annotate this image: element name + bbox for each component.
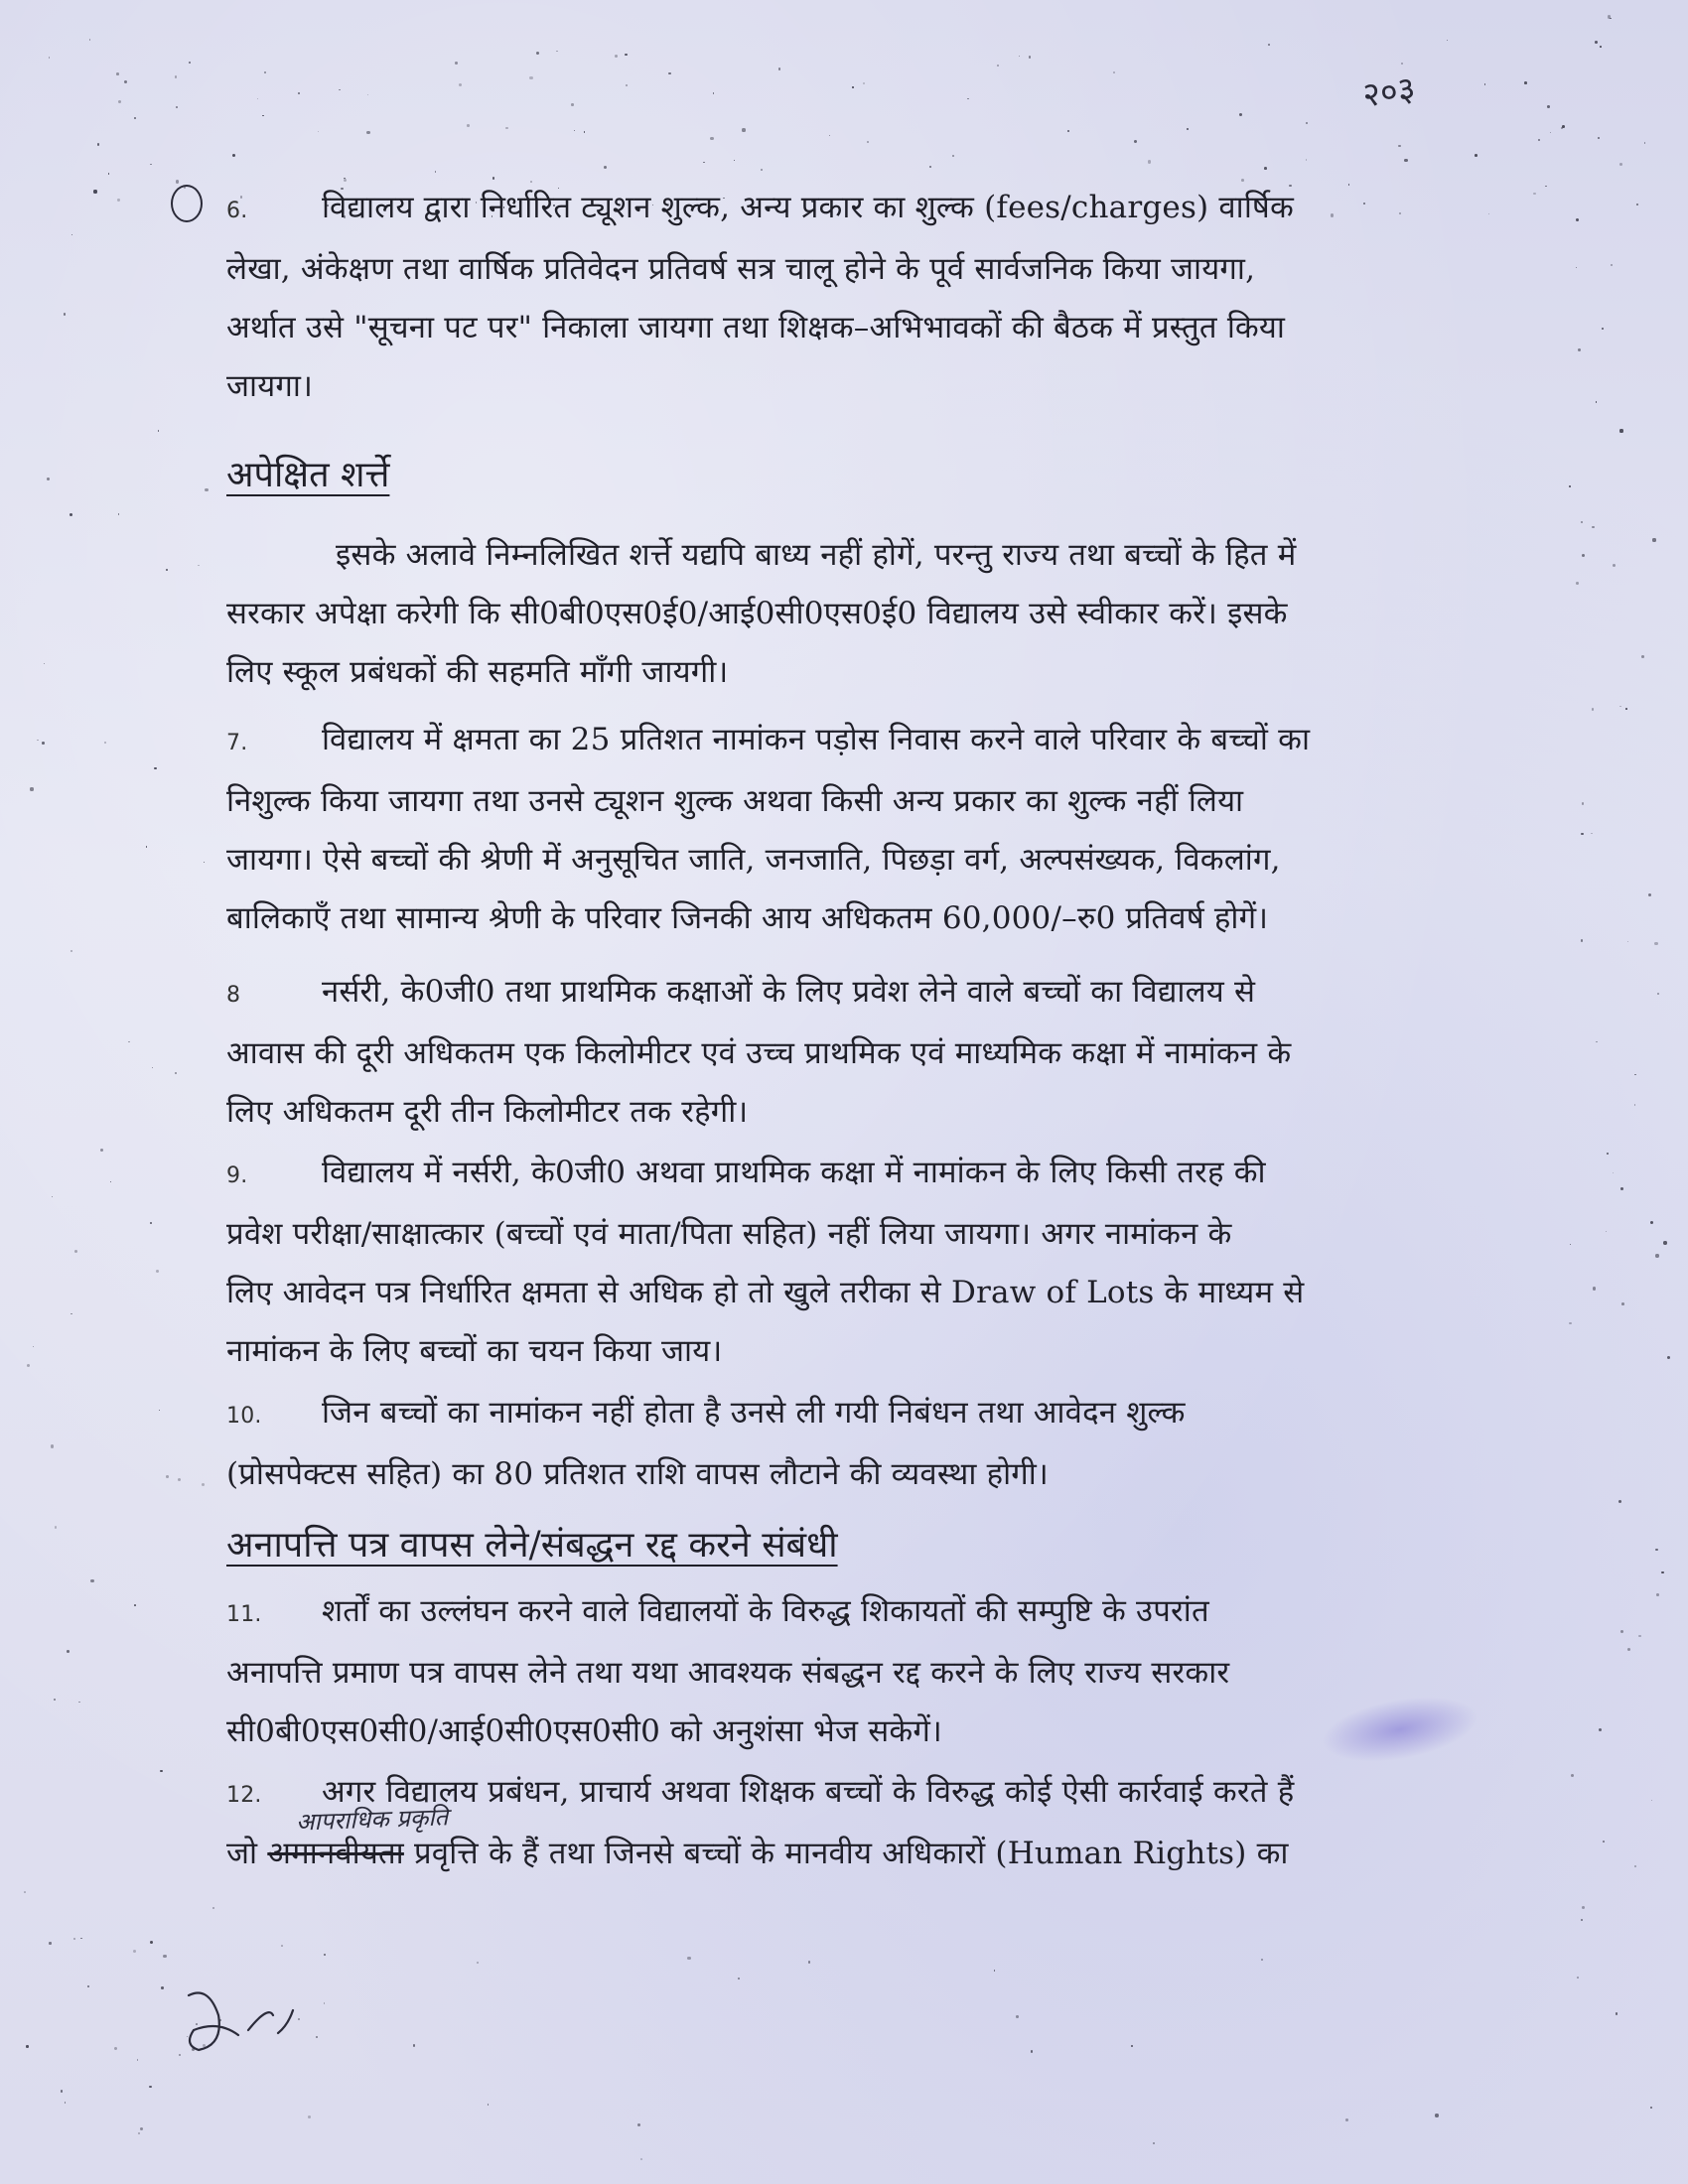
- speckle: [1619, 706, 1621, 708]
- speckle: [1595, 41, 1598, 44]
- speckle: [1619, 429, 1622, 432]
- speckle: [455, 62, 458, 65]
- speckle: [134, 117, 136, 119]
- speckle: [178, 1478, 181, 1481]
- speckle: [71, 234, 72, 235]
- speckle: [204, 862, 205, 863]
- speckle: [1655, 1254, 1658, 1257]
- speckle: [1187, 128, 1190, 131]
- speckle: [1484, 83, 1485, 84]
- speckle: [1651, 1800, 1652, 1801]
- speckle: [742, 128, 745, 131]
- page-number: २०३: [1359, 68, 1418, 116]
- speckle: [37, 740, 39, 742]
- speckle: [1596, 401, 1597, 402]
- speckle: [70, 513, 72, 516]
- intro-paragraph: [226, 526, 1567, 702]
- paragraph-number: 6.: [226, 199, 248, 223]
- speckle: [30, 787, 33, 790]
- paragraph-number: 11.: [226, 1602, 262, 1627]
- speckle: [146, 846, 148, 848]
- speckle: [467, 124, 470, 127]
- speckle: [1598, 137, 1600, 139]
- speckle: [459, 83, 462, 86]
- speckle: [1603, 1841, 1605, 1843]
- speckle: [808, 1961, 811, 1964]
- speckle: [761, 169, 763, 171]
- speckle: [413, 2044, 415, 2046]
- speckle: [1656, 1593, 1659, 1596]
- speckle: [108, 173, 109, 174]
- speckle: [1582, 802, 1584, 804]
- speckle: [574, 130, 575, 131]
- paragraph-line: नर्सरी, के0जी0 तथा प्राथमिक कक्षाओं के लिए प्रवेश लेने वाले बच्चों का विद्यालय से: [322, 974, 1256, 1010]
- speckle: [1581, 521, 1583, 523]
- speckle: [778, 68, 780, 69]
- speckle: [262, 115, 263, 116]
- speckle: [150, 164, 152, 166]
- speckle: [318, 131, 319, 132]
- speckle: [175, 1072, 177, 1074]
- speckle: [1650, 1221, 1653, 1224]
- speckle: [140, 2127, 143, 2130]
- speckle: [26, 2045, 28, 2047]
- speckle: [1608, 15, 1611, 18]
- speckle: [52, 1196, 54, 1198]
- speckle: [1654, 942, 1657, 945]
- signature-icon: [179, 1976, 338, 2065]
- speckle: [1644, 142, 1645, 143]
- speckle: [1398, 145, 1400, 147]
- speckle: [1569, 485, 1571, 487]
- speckle: [114, 2047, 117, 2050]
- paragraph-line: शर्तों का उल्लंघन करने वाले विद्यालयों के विरुद्ध शिकायतों की सम्पुष्टि के उपरांत: [322, 1593, 1209, 1629]
- paragraph-line: नामांकन के लिए बच्चों का चयन किया जाय।: [226, 1333, 723, 1369]
- speckle: [1475, 154, 1477, 157]
- speckle: [1550, 132, 1551, 133]
- handwritten-insertion: आपराधिक प्रकृति: [295, 1803, 449, 1837]
- paragraph-line: सरकार अपेक्षा करेगी कि सी0बी0एस0ई0/आई0सी0एस0ई0 विद्यालय उसे स्वीकार करें। इसके: [226, 596, 1288, 631]
- speckle: [505, 127, 507, 129]
- speckle: [80, 1938, 82, 1940]
- speckle: [1657, 993, 1659, 995]
- speckle: [1634, 1865, 1636, 1867]
- speckle: [74, 1250, 77, 1253]
- speckle: [668, 72, 670, 74]
- speckle: [78, 1702, 79, 1703]
- speckle: [117, 199, 119, 201]
- speckle: [1607, 1153, 1610, 1156]
- speckle: [1667, 1356, 1670, 1359]
- speckle: [176, 180, 179, 183]
- speckle: [104, 742, 106, 744]
- speckle: [1625, 708, 1627, 710]
- speckle: [159, 1410, 160, 1411]
- paragraph-line: प्रवृत्ति के हैं तथा जिनसे बच्चों के मानवीय अधिकारों (Human Rights) का: [413, 1836, 1289, 1871]
- speckle: [952, 155, 954, 157]
- speckle: [1618, 1500, 1621, 1503]
- speckle: [202, 1483, 205, 1486]
- speckle: [1619, 163, 1622, 166]
- speckle: [967, 98, 968, 99]
- speckle: [584, 131, 586, 133]
- paragraph-number: 7.: [226, 731, 248, 755]
- heading-expected-conditions: अपेक्षित शर्त्ते: [226, 455, 390, 495]
- speckle: [1019, 56, 1020, 57]
- speckle: [929, 166, 931, 168]
- speckle: [1268, 44, 1269, 45]
- speckle: [1571, 1774, 1574, 1777]
- paragraph-line: बालिकाएँ तथा सामान्य श्रेणी के परिवार जिनकी आय अधिकतम 60,000/–रु0 प्रतिवर्ष होगें।: [226, 900, 1269, 936]
- heading-noc-withdrawal: अनापत्ति पत्र वापस लेने/संबद्धन रद्द करने संबंधी: [226, 1525, 838, 1566]
- speckle: [1611, 264, 1613, 266]
- speckle: [137, 2059, 138, 2060]
- speckle: [49, 57, 51, 59]
- speckle: [1538, 139, 1540, 141]
- speckle: [1581, 1919, 1583, 1921]
- speckle: [488, 2104, 489, 2105]
- speckle: [1306, 159, 1307, 160]
- speckle: [150, 1222, 153, 1225]
- speckle: [93, 190, 96, 193]
- speckle: [152, 1067, 154, 1069]
- speckle: [154, 767, 157, 770]
- speckle: [198, 565, 199, 566]
- paragraph-number: 9.: [226, 1163, 248, 1188]
- speckle: [1641, 655, 1644, 658]
- paragraph-line: विद्यालय में क्षमता का 25 प्रतिशत नामांकन पड़ोस निवास करने वाले परिवार के बच्चों का: [322, 722, 1311, 757]
- paragraph-number: 10.: [226, 1404, 262, 1429]
- speckle: [1636, 204, 1638, 205]
- speckle: [161, 1986, 164, 1989]
- speckle: [863, 82, 865, 84]
- speckle: [637, 2123, 640, 2126]
- paragraph-line: सी0बी0एस0सी0/आई0सी0एस0सी0 को अनुशंसा भेज सकेगें।: [226, 1713, 942, 1749]
- speckle: [852, 86, 853, 87]
- speckle: [1113, 71, 1115, 73]
- speckle: [1596, 1041, 1598, 1043]
- paragraph-line: लिए अधिकतम दूरी तीन किलोमीटर तक रहेगी।: [226, 1094, 749, 1130]
- speckle: [134, 1604, 136, 1606]
- speckle: [1616, 2012, 1618, 2014]
- paragraph-line: अगर विद्यालय प्रबंधन, प्राचार्य अथवा शिक्षक बच्चों के विरुद्ध कोई ऐसी कार्रवाई करते हैं: [322, 1774, 1295, 1810]
- speckle: [67, 1650, 70, 1653]
- speckle: [149, 2086, 152, 2089]
- circle-mark: [171, 185, 203, 222]
- speckle: [1261, 1959, 1263, 1961]
- speckle: [994, 1970, 996, 1972]
- speckle: [1663, 1241, 1666, 1244]
- speckle: [160, 1770, 162, 1772]
- speckle: [1592, 526, 1595, 529]
- speckle: [477, 1962, 479, 1964]
- paragraph-line: अनापत्ति प्रमाण पत्र वापस लेने तथा यथा आवश्यक संबद्धन रद्द करने के लिए राज्य सरकार: [226, 1655, 1230, 1691]
- speckle: [61, 2090, 64, 2093]
- speckle: [1582, 1906, 1585, 1909]
- speckle: [435, 171, 437, 173]
- speckle: [1016, 2015, 1019, 2018]
- speckle: [64, 313, 67, 316]
- speckle: [738, 1978, 740, 1979]
- speckle: [1627, 941, 1628, 942]
- speckle: [1652, 538, 1655, 541]
- speckle: [166, 1475, 169, 1478]
- speckle: [734, 160, 735, 161]
- paragraph-7: [226, 711, 1567, 948]
- speckle: [54, 1699, 56, 1701]
- speckle: [1561, 127, 1563, 129]
- speckle: [713, 92, 715, 94]
- speckle: [1655, 1549, 1658, 1552]
- speckle: [1602, 328, 1604, 330]
- speckle: [138, 2132, 139, 2133]
- speckle: [687, 1957, 690, 1960]
- speckle: [1627, 1648, 1630, 1651]
- speckle: [1153, 2142, 1155, 2144]
- speckle: [556, 51, 557, 52]
- speckle: [176, 106, 178, 108]
- speckle: [1435, 2114, 1438, 2116]
- paragraph-line: विद्यालय द्वारा निर्धारित ट्यूशन शुल्क, अन्य प्रकार का शुल्क (fees/charges) वार्षिक: [322, 190, 1295, 225]
- speckle: [1591, 833, 1592, 834]
- speckle: [1581, 939, 1583, 941]
- paragraph-10: [226, 1384, 1567, 1504]
- speckle: [1569, 1322, 1571, 1324]
- paragraph-line: प्रवेश परीक्षा/साक्षात्कार (बच्चों एवं माता/पिता सहित) नहीं लिया जायगा। अगर नामांकन के: [226, 1216, 1232, 1252]
- speckle: [257, 98, 258, 99]
- paragraph-number: 12.: [226, 1783, 262, 1808]
- speckle: [625, 54, 628, 57]
- speckle: [1345, 2118, 1348, 2121]
- speckle: [205, 488, 208, 491]
- speckle: [133, 1950, 136, 1953]
- speckle: [1576, 267, 1578, 269]
- speckle: [604, 166, 607, 169]
- paragraph-line: जायगा।: [226, 368, 314, 404]
- paragraph-line: लेखा, अंकेक्षण तथा वार्षिक प्रतिवेदन प्रतिवर्ष सत्र चालू होने के पूर्व सार्वजनिक किया जायगा,: [226, 251, 1256, 287]
- speckle: [1131, 2045, 1133, 2047]
- paragraph-line: जायगा। ऐसे बच्चों की श्रेणी में अनुसूचित जाति, जनजाति, पिछड़ा वर्ग, अल्पसंख्यक, विकलांग,: [226, 842, 1281, 878]
- speckle: [189, 62, 190, 63]
- speckle: [298, 92, 300, 94]
- speckle: [1401, 63, 1402, 64]
- speckle: [55, 1526, 58, 1529]
- speckle: [110, 1181, 111, 1182]
- speckle: [124, 80, 127, 83]
- speckle: [51, 1444, 54, 1447]
- speckle: [1134, 140, 1137, 143]
- speckle: [1600, 46, 1602, 48]
- speckle: [1570, 1244, 1571, 1245]
- paragraph-line: अर्थात उसे "सूचना पट पर" निकाला जायगा तथा शिक्षक–अभिभावकों की बैठक में प्रस्तुत किया: [226, 310, 1286, 345]
- speckle: [1264, 167, 1267, 170]
- speckle: [175, 75, 177, 77]
- speckle: [212, 1907, 214, 1909]
- speckle: [1029, 56, 1031, 58]
- speckle: [367, 94, 368, 95]
- speckle: [128, 1041, 130, 1043]
- speckle: [1576, 582, 1579, 585]
- speckle: [1593, 1287, 1596, 1290]
- speckle: [640, 2158, 642, 2160]
- speckle: [1404, 159, 1407, 162]
- speckle: [1606, 1231, 1607, 1232]
- speckle: [1067, 130, 1069, 132]
- speckle: [997, 65, 1000, 68]
- speckle: [118, 100, 121, 103]
- speckle: [87, 1985, 89, 1987]
- speckle: [49, 1942, 51, 1944]
- speckle: [1638, 1635, 1641, 1638]
- speckle: [1621, 1302, 1624, 1305]
- speckle: [166, 569, 168, 571]
- speckle: [867, 141, 869, 143]
- speckle: [1620, 1187, 1623, 1190]
- speckle: [1148, 160, 1151, 163]
- paragraph-line: (प्रोसपेक्टस सहित) का 80 प्रतिशत राशि वापस लौटाने की व्यवस्था होगी।: [226, 1456, 1049, 1492]
- paragraph-line: जिन बच्चों का नामांकन नहीं होता है उनसे ली गयी निबंधन तथा आवेदन शुल्क: [322, 1395, 1186, 1431]
- speckle: [829, 135, 830, 136]
- paragraph-word: जो: [226, 1836, 258, 1871]
- speckle: [1577, 1977, 1579, 1979]
- speckle: [1239, 113, 1242, 116]
- speckle: [232, 154, 235, 157]
- speckle: [70, 950, 72, 952]
- speckle: [1582, 554, 1585, 557]
- speckle: [1592, 708, 1595, 711]
- speckle: [97, 143, 100, 146]
- speckle: [1581, 833, 1583, 835]
- speckle: [536, 52, 539, 55]
- speckle: [100, 1149, 103, 1152]
- speckle: [324, 1954, 326, 1956]
- speckle: [73, 1938, 75, 1940]
- paragraph-6: [226, 179, 1567, 416]
- speckle: [529, 76, 532, 79]
- speckle: [1661, 1571, 1663, 1573]
- speckle: [710, 137, 713, 140]
- speckle: [1634, 1104, 1635, 1105]
- speckle: [1447, 40, 1448, 41]
- speckle: [44, 663, 46, 665]
- speckle: [65, 2102, 67, 2104]
- speckle: [1524, 81, 1527, 84]
- speckle: [703, 162, 704, 163]
- paragraph-line: विद्यालय में नर्सरी, के0जी0 अथवा प्राथमिक कक्षा में नामांकन के लिए किसी तरह की: [322, 1155, 1266, 1190]
- paragraph-line: निशुल्क किया जायगा तथा उनसे ट्यूशन शुल्क अथवा किसी अन्य प्रकार का शुल्क नहीं लिया: [226, 783, 1244, 819]
- speckle: [1031, 2050, 1034, 2053]
- speckle: [1306, 122, 1308, 124]
- paragraph-8: [226, 963, 1567, 1142]
- speckle: [89, 39, 90, 40]
- speckle: [70, 1313, 72, 1315]
- speckle: [33, 1346, 35, 1348]
- speckle: [116, 72, 119, 75]
- speckle: [1576, 218, 1579, 221]
- speckle: [264, 71, 266, 73]
- paragraph-number: 8: [226, 983, 241, 1008]
- speckle: [281, 1945, 283, 1947]
- speckle: [27, 1364, 30, 1367]
- paragraph-line: लिए स्कूल प्रबंधकों की सहमति माँगी जायगी।: [226, 654, 729, 690]
- speckle: [615, 55, 618, 58]
- speckle: [308, 2116, 311, 2118]
- speckle: [1634, 1074, 1635, 1075]
- speckle: [90, 1579, 93, 1582]
- paragraph-line: इसके अलावे निम्नलिखित शर्त्ते यद्यपि बाध्य नहीं होगें, परन्तु राज्य तथा बच्चों के हित में: [336, 537, 1297, 573]
- speckle: [118, 513, 119, 514]
- speckle: [1578, 348, 1581, 351]
- speckle: [1613, 564, 1616, 567]
- struck-word: अमानवीयता: [267, 1836, 404, 1871]
- speckle: [1620, 1630, 1623, 1633]
- speckle: [156, 1270, 159, 1273]
- speckle: [571, 103, 573, 105]
- paragraph-line: लिए आवेदन पत्र निर्धारित क्षमता से अधिक हो तो खुले तरीका से Draw of Lots के माध्यम से: [226, 1275, 1305, 1310]
- speckle: [163, 1955, 166, 1958]
- speckle: [1648, 893, 1651, 896]
- speckle: [42, 742, 45, 745]
- paragraph-9: [226, 1144, 1567, 1381]
- speckle: [626, 84, 628, 86]
- paragraph-line: आवास की दूरी अधिकतम एक किलोमीटर एवं उच्च प्राथमिक एवं माध्यमिक कक्षा में नामांकन के: [226, 1035, 1292, 1071]
- speckle: [1547, 105, 1550, 108]
- speckle: [158, 430, 160, 432]
- speckle: [339, 89, 340, 90]
- speckle: [150, 1941, 153, 1944]
- speckle: [1650, 2107, 1652, 2109]
- speckle: [1613, 1172, 1614, 1173]
- speckle: [366, 131, 369, 134]
- speckle: [1599, 1728, 1602, 1731]
- speckle: [47, 478, 50, 480]
- speckle: [24, 1891, 26, 1893]
